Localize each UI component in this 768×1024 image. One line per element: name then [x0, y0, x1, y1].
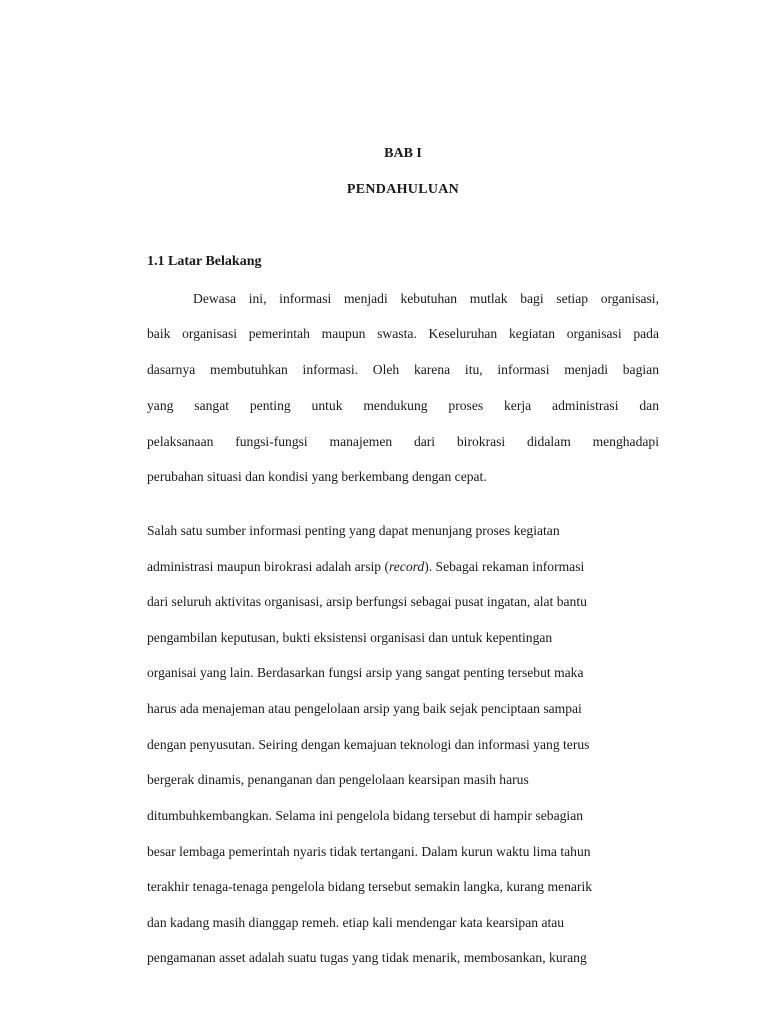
paragraph-1-line: baik organisasi pemerintah maupun swasta. Keseluruhan kegiatan organisasi pada: [147, 326, 659, 341]
italic-term: record: [388, 559, 425, 574]
paragraph-1-line: yang sangat penting untuk mendukung proses kerja administrasi dan: [147, 398, 659, 413]
paragraph-2-line: harus ada menajeman atau pengelolaan arsip yang baik sejak penciptaan sampai: [147, 701, 582, 716]
chapter-number: BAB I: [384, 146, 422, 161]
paragraph-1-last-line: perubahan situasi dan kondisi yang berkembang dengan cepat.: [147, 469, 487, 484]
paragraph-2-line: dengan penyusutan. Seiring dengan kemajuan teknologi dan informasi yang terus: [147, 737, 590, 752]
paragraph-1-line: Dewasa ini, informasi menjadi kebutuhan mutlak bagi setiap organisasi,: [193, 291, 659, 306]
paragraph-2-line: ditumbuhkembangkan. Selama ini pengelola bidang tersebut di hampir sebagian: [147, 808, 584, 823]
paragraph-2-line: terakhir tenaga-tenaga pengelola bidang tersebut semakin langka, kurang menarik: [147, 879, 593, 894]
paragraph-1-line: pelaksanaan fungsi-fungsi manajemen dari birokrasi didalam menghadapi: [147, 434, 659, 449]
paragraph-2-line: Salah satu sumber informasi penting yang dapat menunjang proses kegiatan: [147, 523, 560, 538]
paragraph-2-line: pengambilan keputusan, bukti eksistensi organisasi dan untuk kepentingan: [147, 630, 553, 645]
paragraph-2-text: administrasi maupun birokrasi adalah arsip (: [147, 559, 389, 574]
paragraph-2-line: besar lembaga pemerintah nyaris tidak tertangani. Dalam kurun waktu lima tahun: [147, 844, 591, 859]
paragraph-2-line: bergerak dinamis, penanganan dan pengelolaan kearsipan masih harus: [147, 772, 529, 787]
paragraph-2-line: dari seluruh aktivitas organisasi, arsip berfungsi sebagai pusat ingatan, alat bantu: [147, 594, 587, 609]
paragraph-1-line: dasarnya membutuhkan informasi. Oleh karena itu, informasi menjadi bagian: [147, 362, 659, 377]
paragraph-2-line: dan kadang masih dianggap remeh. etiap kali mendengar kata kearsipan atau: [147, 915, 565, 930]
chapter-title: PENDAHULUAN: [346, 182, 460, 197]
paragraph-2-line: pengamanan asset adalah suatu tugas yang tidak menarik, membosankan, kurang: [147, 950, 587, 965]
paragraph-2-line: organisai yang lain. Berdasarkan fungsi arsip yang sangat penting tersebut maka: [147, 665, 584, 680]
paragraph-2-text: ). Sebagai rekaman informasi: [424, 559, 585, 574]
section-heading: 1.1 Latar Belakang: [147, 254, 262, 269]
paragraph-2-line: [147, 558, 659, 576]
